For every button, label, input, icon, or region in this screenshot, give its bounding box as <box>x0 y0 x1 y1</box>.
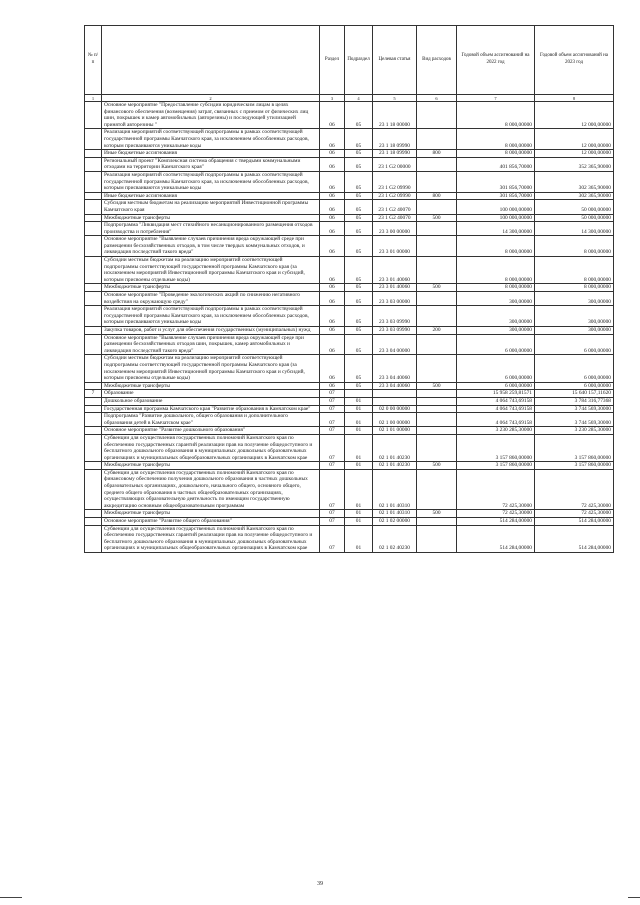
row-expense-type <box>417 102 457 129</box>
row-name: Субвенции для осуществления государственных полномочий Камчатского края по финансовому обеспечению получения дошкольного образования в частных дошкольных образовательных организациях, дошкольного, начального общего, основного общего, среднего общего образования в частных общеобразовательных организациях, осуществляющих образовательную деятельность по имеющим государственную аккредитацию основным общеобразовательным программам <box>102 469 320 510</box>
page-number: 39 <box>317 881 323 887</box>
row-name: Субвенции для осуществления государственных полномочий Камчатского края по обеспечению государственных гарантий реализации прав на получение общедоступного и бесплатного дошкольного образования в муниципальных дошкольных образовательных организациях и муниципальных общеобразовательных организациях в Камчатском крае <box>102 434 320 461</box>
row-razdel: 06 <box>320 355 345 382</box>
row-num <box>85 427 102 435</box>
row-num <box>85 222 102 236</box>
row-expense-type: 500 <box>417 510 457 518</box>
row-razdel: 07 <box>320 462 345 470</box>
row-podrazdel: 05 <box>345 171 373 192</box>
table-row <box>85 327 614 335</box>
row-sum-2023: 12 000,00000 <box>535 129 614 150</box>
row-name: Основное мероприятие "Предоставление субсидии юридическим лицам в целях финансового обеспечения (возмещения) затрат, связанных с приемом от физических лиц шин, покрышек и камер автомобильных (авторезины) и последующей утилизацией принятой авторезины " <box>102 102 320 129</box>
row-podrazdel: 05 <box>345 129 373 150</box>
row-target-article: 23 1 G2 40070 <box>373 214 417 222</box>
table-row <box>85 469 614 510</box>
row-sum-2023: 3 157 860,00000 <box>535 462 614 470</box>
row-target-article: 23 3 00 00000 <box>373 222 417 236</box>
row-expense-type <box>417 157 457 171</box>
row-sum-2023: 6 000,00000 <box>535 334 614 355</box>
row-expense-type: 500 <box>417 382 457 390</box>
row-sum-2022: 8 000,00000 <box>457 257 535 284</box>
header-row <box>85 26 614 95</box>
row-razdel: 07 <box>320 405 345 413</box>
row-sum-2022: 300,00000 <box>457 292 535 306</box>
row-sum-2022: 301 856,70000 <box>457 171 535 192</box>
row-razdel: 07 <box>320 427 345 435</box>
header-name <box>102 26 320 95</box>
row-target-article: 23 3 04 00000 <box>373 334 417 355</box>
table-row <box>85 405 614 413</box>
header-num: № п/п <box>85 26 102 95</box>
row-target-article: 23 3 01 40060 <box>373 257 417 284</box>
row-podrazdel: 05 <box>345 157 373 171</box>
row-expense-type <box>417 222 457 236</box>
header-sum-2023: Годовой объем ассигнований на 2023 год <box>535 26 614 95</box>
table-row <box>85 306 614 327</box>
row-target-article: 02 1 01 00000 <box>373 427 417 435</box>
row-num <box>85 157 102 171</box>
row-target-article: 02 1 02 40230 <box>373 525 417 552</box>
row-podrazdel: 05 <box>345 222 373 236</box>
table-row <box>85 292 614 306</box>
row-sum-2023: 8 000,00000 <box>535 236 614 257</box>
row-expense-type: 200 <box>417 327 457 335</box>
table-row <box>85 192 614 200</box>
row-sum-2023: 72 425,30000 <box>535 510 614 518</box>
table-row <box>85 510 614 518</box>
row-expense-type <box>417 257 457 284</box>
row-podrazdel: 05 <box>345 306 373 327</box>
row-sum-2023: 300,00000 <box>535 306 614 327</box>
row-razdel: 06 <box>320 157 345 171</box>
row-sum-2023: 3 784 316,77368 <box>535 397 614 405</box>
row-sum-2022: 72 425,30000 <box>457 510 535 518</box>
row-sum-2023: 12 000,00000 <box>535 150 614 158</box>
row-name: Реализация мероприятий соответствующей подпрограммы в рамках соответствующей государственной программы Камчатского края, за исключением обособленных расходов, которым присваиваются уникальные коды <box>102 171 320 192</box>
row-podrazdel: 05 <box>345 150 373 158</box>
row-razdel: 06 <box>320 257 345 284</box>
table-row <box>85 257 614 284</box>
row-num <box>85 334 102 355</box>
table-row <box>85 200 614 214</box>
column-index-row <box>85 95 614 102</box>
row-razdel: 07 <box>320 390 345 398</box>
row-expense-type: 500 <box>417 284 457 292</box>
row-sum-2023: 15 640 157,11620 <box>535 390 614 398</box>
row-razdel: 06 <box>320 382 345 390</box>
row-razdel: 07 <box>320 510 345 518</box>
row-target-article: 23 1 G2 09990 <box>373 192 417 200</box>
table-row <box>85 462 614 470</box>
row-podrazdel: 05 <box>345 257 373 284</box>
row-target-article: 23 1 G2 00000 <box>373 157 417 171</box>
row-target-article: 02 1 02 00000 <box>373 518 417 526</box>
col-index: 7 <box>457 95 535 102</box>
row-target-article: 02 1 01 40230 <box>373 462 417 470</box>
table-row <box>85 518 614 526</box>
table-row <box>85 222 614 236</box>
table-row <box>85 397 614 405</box>
row-sum-2023: 6 000,00000 <box>535 382 614 390</box>
row-sum-2022: 100 000,00000 <box>457 200 535 214</box>
row-podrazdel: 05 <box>345 102 373 129</box>
row-target-article: 02 1 01 40310 <box>373 469 417 510</box>
row-razdel: 07 <box>320 525 345 552</box>
row-num <box>85 129 102 150</box>
row-num <box>85 257 102 284</box>
table-row <box>85 355 614 382</box>
row-expense-type <box>417 306 457 327</box>
row-name: Региональный проект "Комплексная система обращения с твердыми коммунальными отходами на территории Камчатского края" <box>102 157 320 171</box>
row-sum-2022: 6 000,00000 <box>457 355 535 382</box>
row-target-article: 23 3 04 40060 <box>373 355 417 382</box>
row-razdel: 06 <box>320 292 345 306</box>
row-target-article <box>373 390 417 398</box>
row-target-article: 23 3 03 09990 <box>373 327 417 335</box>
row-sum-2022: 8 000,00000 <box>457 284 535 292</box>
row-podrazdel: 05 <box>345 236 373 257</box>
row-sum-2022: 6 000,00000 <box>457 382 535 390</box>
row-expense-type: 800 <box>417 150 457 158</box>
row-razdel: 06 <box>320 334 345 355</box>
row-podrazdel: 01 <box>345 510 373 518</box>
row-sum-2022: 100 000,00000 <box>457 214 535 222</box>
row-target-article: 23 1 G2 40070 <box>373 200 417 214</box>
row-sum-2023: 514 284,00000 <box>535 525 614 552</box>
row-name: Основное мероприятие "Проведение экологических акций по снижению негативного воздействия на окружающую среду" <box>102 292 320 306</box>
row-name: Реализация мероприятий соответствующей подпрограммы в рамках соответствующей государственной программы Камчатского края, за исключением обособленных расходов, которым присваиваются уникальные коды <box>102 306 320 327</box>
row-sum-2023: 3 744 569,30000 <box>535 405 614 413</box>
row-razdel: 07 <box>320 434 345 461</box>
row-podrazdel: 05 <box>345 382 373 390</box>
row-podrazdel: 05 <box>345 334 373 355</box>
row-expense-type <box>417 525 457 552</box>
row-sum-2023: 8 000,00000 <box>535 257 614 284</box>
row-sum-2023: 300,00000 <box>535 327 614 335</box>
row-name: Субсидии местным бюджетам на реализацию мероприятий соответствующей подпрограммы соответствующей государственной программы Камчатского края (за исключением мероприятий Инвестиционной программы Камчатского края и субсидий, которым присвоены отдельные коды) <box>102 257 320 284</box>
table-row <box>85 390 614 398</box>
table-row <box>85 129 614 150</box>
row-expense-type: 800 <box>417 192 457 200</box>
row-razdel: 06 <box>320 150 345 158</box>
row-expense-type <box>417 171 457 192</box>
row-expense-type <box>417 390 457 398</box>
row-name: Межбюджетные трансферты <box>102 510 320 518</box>
row-name: Субвенции для осуществления государственных полномочий Камчатского края по обеспечению государственных гарантий реализации прав на получение общедоступного и бесплатного дошкольного образования в муниципальных дошкольных образовательных организациях и муниципальных общеобразовательных организациях в Камчатском крае <box>102 525 320 552</box>
header-celevaya: Целевая статья <box>373 26 417 95</box>
row-sum-2022: 4 064 743,69158 <box>457 413 535 427</box>
col-index: 8 <box>535 95 614 102</box>
row-name: Субсидия местным бюджетам на реализацию мероприятий Инвестиционной программы Камчатского края <box>102 200 320 214</box>
row-podrazdel: 05 <box>345 284 373 292</box>
row-name: Дошкольное образование <box>102 397 320 405</box>
row-expense-type <box>417 129 457 150</box>
table-row <box>85 427 614 435</box>
row-razdel: 07 <box>320 397 345 405</box>
row-razdel: 06 <box>320 284 345 292</box>
row-target-article: 23 3 03 09990 <box>373 306 417 327</box>
row-sum-2023: 302 365,90000 <box>535 171 614 192</box>
header-vid: Вид расходов <box>417 26 457 95</box>
row-target-article: 02 1 00 00000 <box>373 413 417 427</box>
row-expense-type <box>417 334 457 355</box>
row-razdel: 06 <box>320 102 345 129</box>
row-podrazdel: 05 <box>345 355 373 382</box>
row-num <box>85 102 102 129</box>
row-razdel: 06 <box>320 129 345 150</box>
row-sum-2023: 3 744 569,30000 <box>535 413 614 427</box>
row-podrazdel: 05 <box>345 200 373 214</box>
row-expense-type <box>417 405 457 413</box>
row-target-article: 23 3 01 00000 <box>373 236 417 257</box>
row-sum-2023: 72 425,30000 <box>535 469 614 510</box>
row-name: Образование <box>102 390 320 398</box>
page-edge-line <box>628 897 640 898</box>
row-name: Субсидии местным бюджетам на реализацию мероприятий соответствующей подпрограммы соответствующей государственной программы Камчатского края (за исключением мероприятий Инвестиционной программы Камчатского края и субсидий, которым присвоены отдельные коды) <box>102 355 320 382</box>
row-num: 7 <box>85 390 102 398</box>
row-podrazdel: 01 <box>345 434 373 461</box>
row-razdel: 06 <box>320 236 345 257</box>
row-num <box>85 525 102 552</box>
header-sum-2022: Годовой объем ассигнований на 2022 год <box>457 26 535 95</box>
col-index: 3 <box>320 95 345 102</box>
row-podrazdel: 01 <box>345 427 373 435</box>
row-target-article: 23 3 04 40060 <box>373 382 417 390</box>
table-row <box>85 382 614 390</box>
row-expense-type <box>417 292 457 306</box>
row-sum-2023: 50 000,00000 <box>535 214 614 222</box>
table-row <box>85 413 614 427</box>
row-razdel: 06 <box>320 306 345 327</box>
row-sum-2023: 352 365,90000 <box>535 157 614 171</box>
row-target-article: 02 0 00 00000 <box>373 405 417 413</box>
row-sum-2022: 401 856,70000 <box>457 157 535 171</box>
row-podrazdel: 05 <box>345 214 373 222</box>
row-podrazdel: 05 <box>345 327 373 335</box>
row-sum-2023: 14 300,00000 <box>535 222 614 236</box>
page-edge-line <box>0 897 22 898</box>
row-expense-type <box>417 397 457 405</box>
row-sum-2023: 6 000,00000 <box>535 355 614 382</box>
row-razdel: 06 <box>320 171 345 192</box>
row-sum-2022: 8 000,00000 <box>457 129 535 150</box>
budget-table <box>84 25 614 553</box>
table-row <box>85 525 614 552</box>
table-row <box>85 150 614 158</box>
row-sum-2023: 3 230 285,30000 <box>535 427 614 435</box>
row-sum-2022: 301 856,70000 <box>457 192 535 200</box>
row-sum-2022: 8 000,00000 <box>457 236 535 257</box>
row-sum-2022: 300,00000 <box>457 306 535 327</box>
row-name: Основное мероприятие "Выявление случаев причинения вреда окружающей среде при размещении бесхозяйственных отходов, в том числе твердых коммунальных отходов, и ликвидация последствий такого вреда" <box>102 236 320 257</box>
row-sum-2022: 6 000,00000 <box>457 334 535 355</box>
row-expense-type <box>417 355 457 382</box>
row-target-article: 23 3 03 00000 <box>373 292 417 306</box>
row-name: Межбюджетные трансферты <box>102 284 320 292</box>
row-razdel: 06 <box>320 192 345 200</box>
row-name: Межбюджетные трансферты <box>102 462 320 470</box>
row-sum-2022: 300,00000 <box>457 327 535 335</box>
table-row <box>85 214 614 222</box>
row-expense-type <box>417 427 457 435</box>
row-num <box>85 434 102 461</box>
row-num <box>85 382 102 390</box>
row-sum-2022: 72 425,30000 <box>457 469 535 510</box>
row-num <box>85 413 102 427</box>
row-sum-2022: 3 157 860,00000 <box>457 434 535 461</box>
row-podrazdel: 05 <box>345 292 373 306</box>
row-num <box>85 397 102 405</box>
table-row <box>85 434 614 461</box>
row-name: Основное мероприятие "Развитие дошкольного образования" <box>102 427 320 435</box>
row-sum-2022: 4 064 743,69158 <box>457 397 535 405</box>
row-num <box>85 306 102 327</box>
row-sum-2022: 15 958 259,81571 <box>457 390 535 398</box>
table-row <box>85 236 614 257</box>
row-podrazdel: 01 <box>345 405 373 413</box>
row-sum-2022: 514 284,00000 <box>457 525 535 552</box>
row-podrazdel <box>345 390 373 398</box>
header-razdel: Раздел <box>320 26 345 95</box>
row-name: Подпрограмма "Ликвидация мест стихийного несанкционированного размещения отходов производства и потребления" <box>102 222 320 236</box>
row-sum-2022: 514 284,00000 <box>457 518 535 526</box>
row-target-article: 23 1 G2 09990 <box>373 171 417 192</box>
table-row <box>85 284 614 292</box>
row-name: Межбюджетные трансферты <box>102 382 320 390</box>
row-sum-2023: 300,00000 <box>535 292 614 306</box>
row-target-article: 23 1 18 00000 <box>373 102 417 129</box>
row-sum-2022: 8 000,00000 <box>457 150 535 158</box>
row-razdel: 07 <box>320 413 345 427</box>
row-razdel: 06 <box>320 327 345 335</box>
col-index: 2 <box>102 95 320 102</box>
row-num <box>85 214 102 222</box>
row-razdel: 06 <box>320 214 345 222</box>
row-num <box>85 469 102 510</box>
row-num <box>85 405 102 413</box>
row-name: Иные бюджетные ассигнования <box>102 192 320 200</box>
row-expense-type <box>417 236 457 257</box>
row-target-article: 23 1 18 09990 <box>373 150 417 158</box>
row-sum-2022: 14 300,00000 <box>457 222 535 236</box>
row-num <box>85 284 102 292</box>
table-row <box>85 334 614 355</box>
row-name: Подпрограмма "Развитие дошкольного, общего образования и дополнительного образования детей в Камчатском крае" <box>102 413 320 427</box>
row-num <box>85 355 102 382</box>
header-podrazdel: Подраздел <box>345 26 373 95</box>
row-sum-2023: 8 000,00000 <box>535 284 614 292</box>
row-num <box>85 292 102 306</box>
row-name: Основное мероприятие "Развитие общего образования" <box>102 518 320 526</box>
row-name: Реализация мероприятий соответствующей подпрограммы в рамках соответствующей государственной программы Камчатского края, за исключением обособленных расходов, которым присваиваются уникальные коды <box>102 129 320 150</box>
row-num <box>85 171 102 192</box>
table-row <box>85 157 614 171</box>
row-razdel: 06 <box>320 222 345 236</box>
row-sum-2023: 50 000,00000 <box>535 200 614 214</box>
row-razdel: 06 <box>320 200 345 214</box>
row-name: Иные бюджетные ассигнования <box>102 150 320 158</box>
row-expense-type: 500 <box>417 462 457 470</box>
row-sum-2022: 8 000,00000 <box>457 102 535 129</box>
row-target-article: 02 1 01 40310 <box>373 510 417 518</box>
row-razdel: 07 <box>320 518 345 526</box>
row-name: Государственная программа Камчатского края "Развитие образования в Камчатском крае" <box>102 405 320 413</box>
row-podrazdel: 01 <box>345 413 373 427</box>
row-podrazdel: 01 <box>345 525 373 552</box>
row-name: Основное мероприятие "Выявление случаев причинения вреда окружающей среде при размещении бесхозяйственных отходов шин, покрышек, камер автомобильных и ликвидация последствий такого вреда" <box>102 334 320 355</box>
row-num <box>85 510 102 518</box>
row-expense-type <box>417 200 457 214</box>
col-index: 1 <box>85 95 102 102</box>
row-target-article: 23 3 01 40060 <box>373 284 417 292</box>
row-expense-type <box>417 434 457 461</box>
row-podrazdel: 05 <box>345 192 373 200</box>
row-sum-2022: 3 230 285,30000 <box>457 427 535 435</box>
row-num <box>85 192 102 200</box>
row-podrazdel: 01 <box>345 518 373 526</box>
row-name: Закупка товаров, работ и услуг для обеспечения государственных (муниципальных) нужд <box>102 327 320 335</box>
row-podrazdel: 01 <box>345 469 373 510</box>
row-target-article <box>373 397 417 405</box>
row-num <box>85 236 102 257</box>
row-name: Межбюджетные трансферты <box>102 214 320 222</box>
table-row <box>85 171 614 192</box>
row-expense-type <box>417 518 457 526</box>
row-sum-2023: 302 365,90000 <box>535 192 614 200</box>
row-target-article: 02 1 01 40230 <box>373 434 417 461</box>
row-sum-2022: 4 064 743,69158 <box>457 405 535 413</box>
row-num <box>85 200 102 214</box>
row-expense-type <box>417 469 457 510</box>
row-expense-type <box>417 413 457 427</box>
row-razdel: 07 <box>320 469 345 510</box>
row-num <box>85 327 102 335</box>
col-index: 4 <box>345 95 373 102</box>
row-target-article: 23 1 18 09990 <box>373 129 417 150</box>
row-num <box>85 150 102 158</box>
row-num <box>85 462 102 470</box>
row-num <box>85 518 102 526</box>
row-sum-2023: 12 000,00000 <box>535 102 614 129</box>
row-podrazdel: 01 <box>345 397 373 405</box>
col-index: 6 <box>417 95 457 102</box>
row-sum-2023: 3 157 860,00000 <box>535 434 614 461</box>
row-podrazdel: 01 <box>345 462 373 470</box>
row-sum-2023: 514 284,00000 <box>535 518 614 526</box>
table-row <box>85 102 614 129</box>
row-sum-2022: 3 157 860,00000 <box>457 462 535 470</box>
col-index: 5 <box>373 95 417 102</box>
row-expense-type: 500 <box>417 214 457 222</box>
